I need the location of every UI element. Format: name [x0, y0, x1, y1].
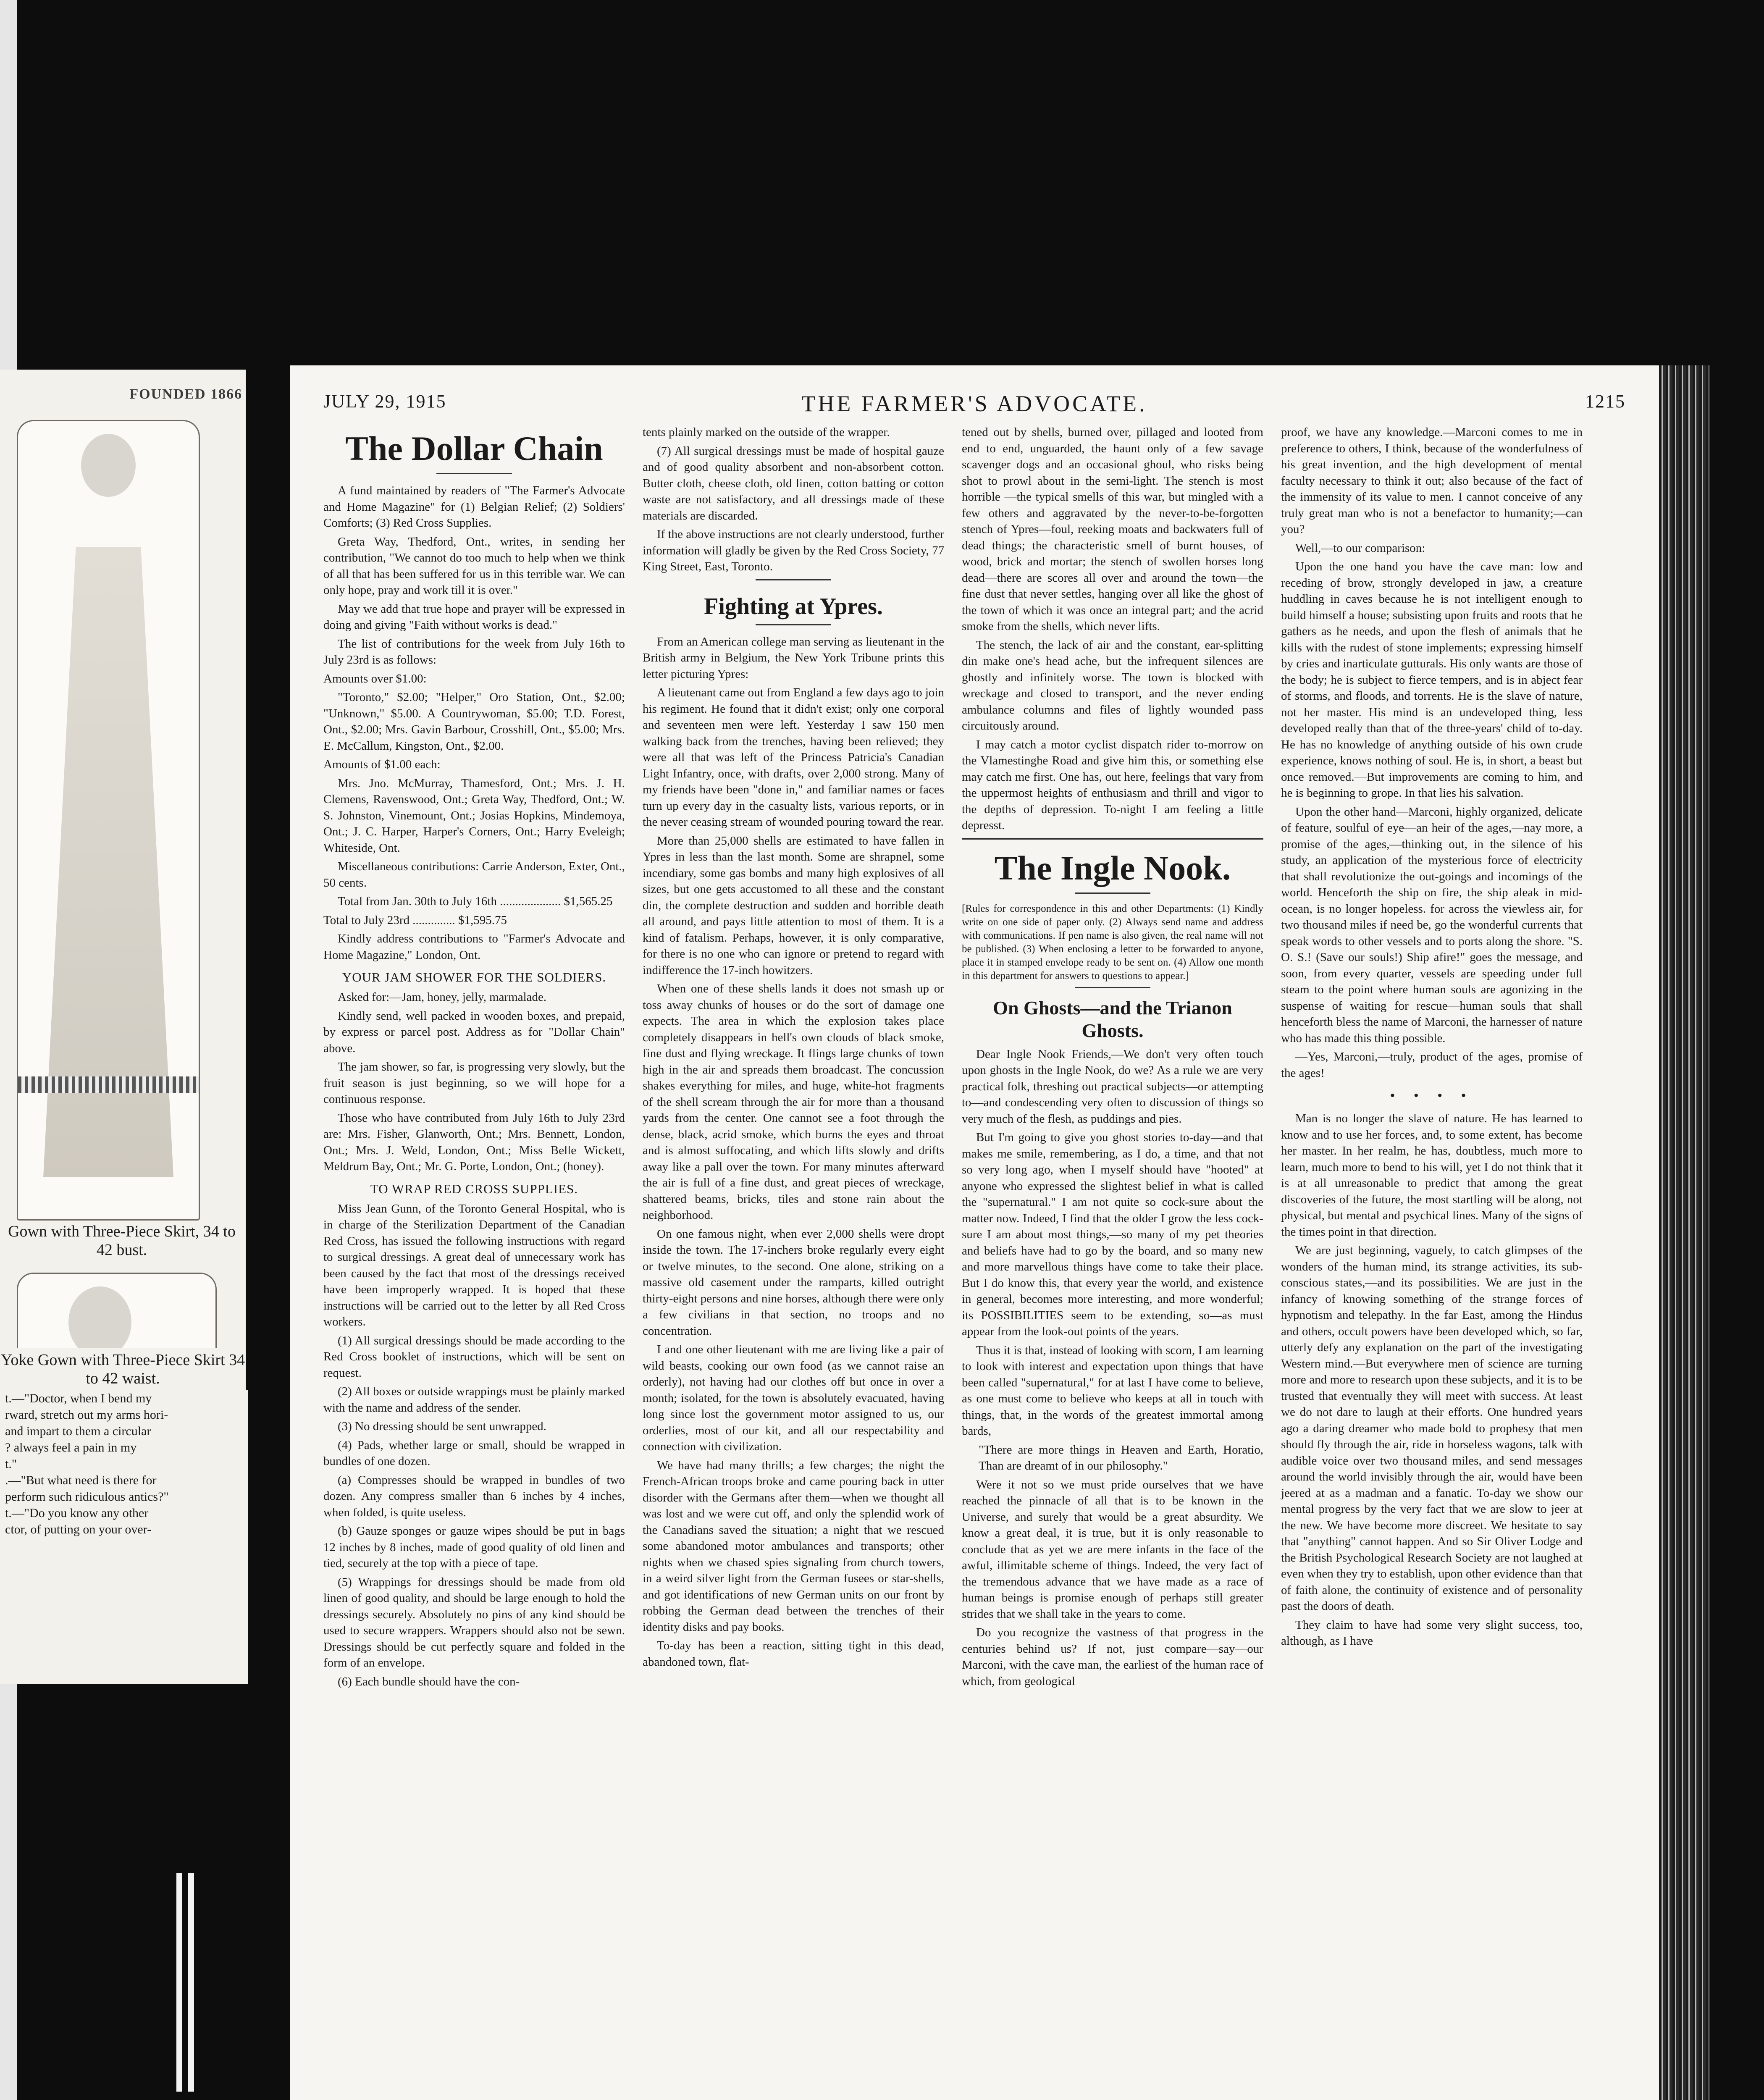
subheading-ghosts: On Ghosts—and the Trianon Ghosts.: [993, 997, 1232, 1041]
paragraph: Greta Way, Thedford, Ont., writes, in sending her contribution, "We cannot do too much to help when we think of all that has been suffered for us in this terrible war. We can only hope, pray and work till it is over.": [323, 535, 625, 597]
paragraph: (1) All surgical dressings should be made according to the Red Cross booklet of instructions, which will be sent on request.: [323, 1334, 625, 1380]
page-number: 1215: [1585, 391, 1625, 412]
paragraph: Kindly send, well packed in wooden boxes, and prepaid, by express or parcel post. Address as for "Dollar Chain" above.: [323, 1009, 625, 1055]
spine-mark: [188, 1873, 194, 2092]
paragraph: More than 25,000 shells are estimated to have fallen in Ypres in less than the last month. Some are shrapnel, some incendiary, some gas bombs and many high explosives of all sizes, but one gets accustomed to all these and the constant din, the complete destruction and sudden and horrible death all around, and pays little attention to most of them. It is a kind of fatalism. Perhaps, however, it is only comparative, for there is no one who can ignore or pretend to regard with indifference the 17-inch howitzers.: [643, 834, 944, 977]
column-4: [1281, 424, 1583, 1652]
left-text-line: and impart to them a circular: [5, 1424, 151, 1438]
paragraph: Kindly address contributions to "Farmer's Advocate and Home Magazine," London, Ont.: [323, 932, 625, 962]
paragraph: Upon the one hand you have the cave man: low and receding of brow, strongly developed in jaw, a creature huddling in caves because he is not intelligent enough to build himself a house; subsisting upon fruits and roots that he gathers as he needs, and upon the flesh of animals that he kills with the rudest of stone implements; expressing himself by cries and inarticulate gutturals. His only wants are those of the body; he is subject to fierce tempers, and is in abject fear of storms, and floods, and torrents. He is the slave of nature, not her master. His mind is an undeveloped thing, less developed really than that of the three-years' child of to-day. He has no knowledge of anything outside of his own crude experience, knows nothing of soul. He is, in short, a beast but once removed.—But improvements are coming to him, and he is beginning to grope. In that lies his salvation.: [1281, 560, 1583, 800]
correspondence-rules: [Rules for correspondence in this and other Departments: (1) Kindly write on one side of paper only. (2) Always send name and address with communications. If pen name is also given, the real name will not be published. (3) When enclosing a letter to be forwarded to anyone, place it in stamped envelope ready to be sent on. (4) Allow one month in this department for answers to questions to appear.]: [962, 903, 1263, 982]
left-page-text: [3, 1390, 248, 1684]
column-1: [323, 424, 625, 1692]
right-page-edge: [1659, 365, 1709, 2100]
paragraph: I and one other lieutenant with me are living like a pair of wild beasts, cooking our own food (as we cannot raise an orderly), not having had our clothes off but once in over a month; isolated, for the town is absolutely evacuated, having long since lost the government motor assigned to us, our orderlies, most of our kit, and all our respectability and connection with civilization.: [643, 1343, 944, 1453]
paragraph: The stench, the lack of air and the constant, ear-splitting din make one's head ache, but the infrequent silences are ghostly and infinitely worse. The town is blocked with wreckage and closed to transport, and the never ending ambulance columns and files of lightly wounded pass circuitously around.: [962, 638, 1263, 732]
left-text-line: t.": [5, 1457, 17, 1471]
heading-fighting-at-ypres: Fighting at Ypres.: [704, 593, 883, 620]
paragraph: On one famous night, when ever 2,000 shells were dropt inside the town. The 17-inchers broke regularly every eight or twelve minutes, to the second. One alone, striking on a massive old casement under the ramparts, killed outright thirty-eight persons and nine horses, although there were only a few civilians in that section, no troops and no concentration.: [643, 1227, 944, 1338]
divider: [1075, 987, 1150, 988]
paragraph: (5) Wrappings for dressings should be made from old linen of good quality, and should be large enough to hold the dressings securely. Absolutely no pins of any kind should be used to secure wrappers. Wrappers should also not be sewn. Dressings should be cut perfectly square and folded in the form of an envelope.: [323, 1575, 625, 1670]
column-3: [962, 424, 1263, 1692]
paragraph: Asked for:—Jam, honey, jelly, marmalade.: [338, 990, 547, 1004]
caption-gown-1: Gown with Three-Piece Skirt, 34 to 42 bust.: [8, 1223, 236, 1259]
caption-gown-2: Yoke Gown with Three-Piece Skirt 34 to 42 waist.: [0, 1348, 246, 1390]
divider: [756, 579, 831, 580]
left-text-line: t.—"Do you know any other: [5, 1506, 149, 1520]
left-text-line: ? always feel a pain in my: [5, 1441, 137, 1454]
paragraph: (4) Pads, whether large or small, should be wrapped in bundles of one dozen.: [323, 1438, 625, 1468]
left-text-line: .—"But what need is there for: [5, 1473, 157, 1487]
paragraph: The jam shower, so far, is progressing very slowly, but the fruit season is just beginning, so we will hope for a continuous response.: [323, 1060, 625, 1106]
paragraph: tents plainly marked on the outside of the wrapper.: [643, 425, 890, 439]
paragraph: Thus it is that, instead of looking with scorn, I am learning to look with interest and expectation upon things that have been called "supernatural," for at last I have come to believe, as one must come to believe who keeps at all in touch with things, that, in the words of the greatest immortal among bards,: [962, 1343, 1263, 1438]
figure-head-1: [81, 434, 136, 497]
paragraph: tened out by shells, burned over, pillaged and looted from end to end, unguarded, the haunt only of a few savage scavenger dogs and an occasional ghoul, who risks being shot to prowl about in the semi-light. The stench is most horrible —the typical smells of this war, but mingled with a few others and aggravated by the never-to-be-forgotten stench of Ypres—foul, reeking moats and backwaters full of dead things; the characteristic smell of burnt houses, of wood, brick and mortar; the stench of swollen horses long dead—there are scores all over and around the town—the fine dust that never settles, hanging over all like the ghost of the town of which it was once an integral part; and the acrid smoke from the shells, which never lifts.: [962, 425, 1263, 633]
paragraph: (3) No dressing should be sent unwrapped.: [338, 1420, 546, 1433]
paragraph: "Toronto," $2.00; "Helper," Oro Station, Ont., $2.00; "Unknown," $5.00. A Countrywoman, $5.00; T.D. Forest, Ont., $2.00; Mrs. Gavin Barbour, Crosshill, Ont., $5.00; Mrs. E. McCallum, Kingston, Ont., $2.00.: [323, 690, 625, 753]
paragraph: We are just beginning, vaguely, to catch glimpses of the wonders of the human mind, its strange activities, its sub-conscious states,—and its possibilities. We are just in the infancy of knowing something of the strange forces of hypnotism and telepathy. In the far East, among the Hindus and others, occult powers have been developed which, so far, utterly defy any explanation on the part of the investigating Western mind.—But everywhere men of science are turning more and more to research upon these subjects, and it is to be trusted that eventually they will meet with success. At least we do not dare to laugh at their efforts. One hundred years ago a daring dreamer who made bold to prophesy that men should fly through the air, ride in horseless wagons, talk with audible voice over two thousand miles, and send messages around the world invisibly through the air, would have been jeered at as a madman and a fanatic. To-day we show our mental progress by the very fact that we are slow to jeer at the new. We have become more discreet. We hesitate to say that "anything" cannot happen. And so Sir Oliver Lodge and the British Psychological Research Society are not laughed at even when they try to establish, upon other evidence than that of faith alone, the continuity of existence and of personality past the doors of death.: [1281, 1244, 1583, 1613]
paragraph: Mrs. Jno. McMurray, Thamesford, Ont.; Mrs. J. H. Clemens, Ravenswood, Ont.; Greta Way, Thedford, Ont.; W. S. Johnston, Vinemount, Ont.; Josias Hopkins, Mindemoya, Ont.; J. C. Harper, Harper's Corners, Ont.; Harry Eveleigh; Whiteside, Ont.: [323, 776, 625, 855]
paragraph: To-day has been a reaction, sitting tight in this dead, abandoned town, flat-: [643, 1639, 944, 1669]
fashion-figure-gown-1: [17, 420, 200, 1221]
paragraph: The list of contributions for the week from July 16th to July 23rd is as follows:: [323, 637, 625, 667]
paragraph: (6) Each bundle should have the con-: [338, 1675, 520, 1688]
paragraph: Those who have contributed from July 16th to July 23rd are: Mrs. Fisher, Glanworth, Ont.; Mrs. Bennett, London, Ont.; Mrs. J. Weld, London, Ont.; Miss Belle Wickett, Meldrum Bay, Ont.; Mr. G. Porte, London, Ont.; (honey).: [323, 1111, 625, 1173]
paragraph: Amounts over $1.00:: [323, 672, 427, 685]
paragraph: proof, we have any knowledge.—Marconi comes to me in preference to others, I think, because of the wonderfulness of his great invention, and the high development of mental faculty necessary to think it out; also because of the fact of the immensity of its value to men. I cannot conceive of any truly great man who is not a benefactor to humanity;—can you?: [1281, 425, 1583, 536]
divider: [436, 473, 512, 474]
paragraph: Miss Jean Gunn, of the Toronto General Hospital, who is in charge of the Sterilization Department of the Canadian Red Cross, has issued the following instructions with regard to surgical dressings. A great deal of unnecessary work has been caused by the fact that most of the dressings received have been improperly wrapped. It is hoped that these instructions will be carried out to the letter by all Red Cross workers.: [323, 1202, 625, 1328]
left-text-line: perform such ridiculous antics?": [5, 1490, 169, 1504]
divider: [756, 624, 831, 625]
paragraph: When one of these shells lands it does not smash up or toss away chunks of houses or do the sort of damage one expects. The area in which the explosion takes place completely disappears in hell's own clouds of black smoke, fine dust and flying wreckage. It flings large chunks of town high in the air and spreads them broadcast. The concussion shakes everything for miles, and huge, white-hot fragments of the shell scream through the air for more than a thousand yards from the center. One cannot see a foot through the dense, black, acrid smoke, which burns the eyes and throat and is almost suffocating, and which lifts slowly and drifts away like a pall over the town. For many minutes afterward the air is full of a fine dust, and great pieces of wreckage, shattered beams, bricks, tiles and stone rain about the neighborhood.: [643, 982, 944, 1222]
paragraph: A lieutenant came out from England a few days ago to join his regiment. He found that it didn't exist; only one corporal and seventeen men were left. Yesterday I saw 150 men walking back from the trenches, having been relieved; they were all that was left of the Princess Patricia's Canadian Light Infantry, once, with drafts, over 2,000 strong. Many of my friends have been "done in," and familiar names or faces turn up every day in the casualty lists, various reports, or in the never ceasing stream of wounded pouring toward the rear.: [643, 686, 944, 829]
paragraph: Do you recognize the vastness of that progress in the centuries behind us? If not, just compare—say—our Marconi, with the cave man, the earliest of the human race of which, from geological: [962, 1626, 1263, 1688]
paragraph: I may catch a motor cyclist dispatch rider to-morrow on the Vlamestinghe Road and give him this, or something else may catch me first. One has, out here, feelings that vary from the uppermost heights of enthusiasm and thrill and vigor to the depths of depression. To-night I am feeling a little depresst.: [962, 738, 1263, 832]
left-text-line: rward, stretch out my arms hori-: [5, 1408, 168, 1422]
paragraph: (a) Compresses should be wrapped in bundles of two dozen. Any compress smaller than 6 inches by 4 inches, when folded, is quite useless.: [323, 1473, 625, 1519]
paragraph: Dear Ingle Nook Friends,—We don't very often touch upon ghosts in the Ingle Nook, do we? As a rule we are very practical folk, threshing out practical subjects—or attempting to—and condescending very often to discussion of things so very much of the flesh, as puddings and pies.: [962, 1047, 1263, 1126]
paragraph: If the above instructions are not clearly understood, further information will gladly be given by the Red Cross Society, 77 King Street, East, Toronto.: [643, 528, 944, 573]
newspaper-page: [290, 365, 1659, 2100]
subheading-red-cross: TO WRAP RED CROSS SUPPLIES.: [370, 1181, 578, 1196]
figure-hem-stripe-1: [18, 1076, 199, 1093]
issue-date: JULY 29, 1915: [323, 391, 446, 412]
paragraph: Miscellaneous contributions: Carrie Anderson, Exter, Ont., 50 cents.: [323, 860, 625, 890]
heading-dollar-chain: The Dollar Chain: [345, 429, 603, 467]
quotation: "There are more things in Heaven and Earth, Horatio, Than are dreamt of in our philosophy.": [979, 1443, 1263, 1473]
paragraph: (2) All boxes or outside wrappings must be plainly marked with the name and address of the sender.: [323, 1385, 625, 1415]
founded-label: FOUNDED 1866: [129, 386, 242, 402]
paragraph: Were it not so we must pride ourselves that we have reached the pinnacle of all that is to be known in the Universe, and surely that would be a great absurdity. We know a great deal, it is true, but it is only reasonable to conclude that as yet we are mere infants in the face of the awful, illimitable scheme of things. Indeed, the very fact of the tremendous advance that we have made as a race of human beings is promise enough of perhaps still greater strides that we shall take in the years to come.: [962, 1478, 1263, 1621]
page-header: [323, 391, 1625, 416]
paragraph: Man is no longer the slave of nature. He has learned to know and to use her forces, and, to some extent, has become her master. In her realm, he has, doubtless, much more to learn, much more to bend to his will, yet I do not think that it is at all unreasonable to predict that among the great discoveries of the future, the most startling will be along, not physical, but mental and psychical lines. Many of the signs of the times point in that direction.: [1281, 1112, 1583, 1239]
paragraph: May we add that true hope and prayer will be expressed in doing and giving "Faith without works is dead.": [323, 602, 625, 632]
section-dots: • • • •: [1390, 1088, 1474, 1103]
paragraph: Amounts of $1.00 each:: [323, 758, 441, 771]
paragraph: Total from Jan. 30th to July 16th .................... $1,565.25: [338, 895, 613, 908]
paragraph: Upon the other hand—Marconi, highly organized, delicate of feature, soulful of eye—an heir of the ages,—nay more, a promise of the ages,—thinking out, in the silence of his study, an application of the mysterious force of electricity that shall revolutionize the out-goings and incomings of the world. Henceforth the ship on fire, the ship aleak in mid-ocean, is no longer hopeless. for across the viewless air, for two thousand miles if need be, go the wonderful currents that speak words to other vessels and to ports along the shore. "S. O. S.! (Save our souls!) Ship afire!" goes the message, and soon, from every quarter, vessels are speeding under full steam to the point where human souls are agonizing in the suspense of waiting for rescue—human souls that shall henceforth bless the name of Marconi, the harnesser of nature who has made this thing possible.: [1281, 805, 1583, 1045]
heading-ingle-nook: The Ingle Nook.: [994, 848, 1231, 887]
column-2: [643, 424, 944, 1672]
divider: [962, 838, 1263, 840]
figure-head-2: [68, 1286, 131, 1358]
paragraph: We have had many thrills; a few charges; the night the French-African troops broke and came pouring back in utter disorder with the Germans after them—when we thought all was lost and we were cut off, and only the splendid work of the Canadians saved the situation; a night that we rescued some abandoned motor ambulances and transports; other nights when we chased spies signaling from church towers, in a weird silver light from the German fusees or star-shells, and got identifications of new German units on our front by robbing the German dead between the trenches of their identity disks and pay books.: [643, 1458, 944, 1634]
subheading-jam-shower: YOUR JAM SHOWER FOR THE SOLDIERS.: [342, 970, 606, 984]
paragraph: But I'm going to give you ghost stories to-day—and that makes me smile, remembering, as I do, a time, and that not so very long ago, when I myself should have "hooted" at anyone who expressed the slightest belief in what is called the "supernatural." I am not quite so cock-sure about the matter now. Indeed, I find that the older I grow the less cock-sure I am about most things,—so many of my pet theories and beliefs have had to go by the board, and so many new and more marvellous things have come to take their place. But I do know this, that every year the world, and existence in general, becomes more interesting, and more wonderful; its POSSIBILITIES seem to be extending, so—as must appear from the look-out points of the years.: [962, 1131, 1263, 1338]
paragraph: From an American college man serving as lieutenant in the British army in Belgium, the New York Tribune prints this letter picturing Ypres:: [643, 635, 944, 681]
paragraph: They claim to have had some very slight success, too, although, as I have: [1281, 1618, 1583, 1648]
paragraph: Total to July 23rd .............. $1,595.75: [323, 913, 507, 927]
paragraph: —Yes, Marconi,—truly, product of the ages, promise of the ages!: [1281, 1050, 1583, 1080]
spine-mark: [176, 1873, 182, 2092]
divider: [1075, 892, 1150, 894]
paragraph: (b) Gauze sponges or gauze wipes should be put in bags 12 inches by 8 inches, made of good quality of old linen and tied, securely at the top with a piece of tape.: [323, 1524, 625, 1570]
paragraph: A fund maintained by readers of "The Farmer's Advocate and Home Magazine" for (1) Belgian Relief; (2) Soldiers' Comforts; (3) Red Cross Supplies.: [323, 484, 625, 530]
left-text-line: t.—"Doctor, when I bend my: [5, 1391, 152, 1405]
publication-title: THE FARMER'S ADVOCATE.: [801, 391, 1147, 416]
left-text-line: ctor, of putting on your over-: [5, 1522, 152, 1536]
paragraph: (7) All surgical dressings must be made of hospital gauze and of good quality absorbent and non-absorbent cotton. Butter cloth, cheese cloth, old linen, cotton batting or cotton waste are not satisfactory, and all dressings made of these materials are discarded.: [643, 444, 944, 522]
paragraph: Well,—to our comparison:: [1295, 541, 1425, 555]
